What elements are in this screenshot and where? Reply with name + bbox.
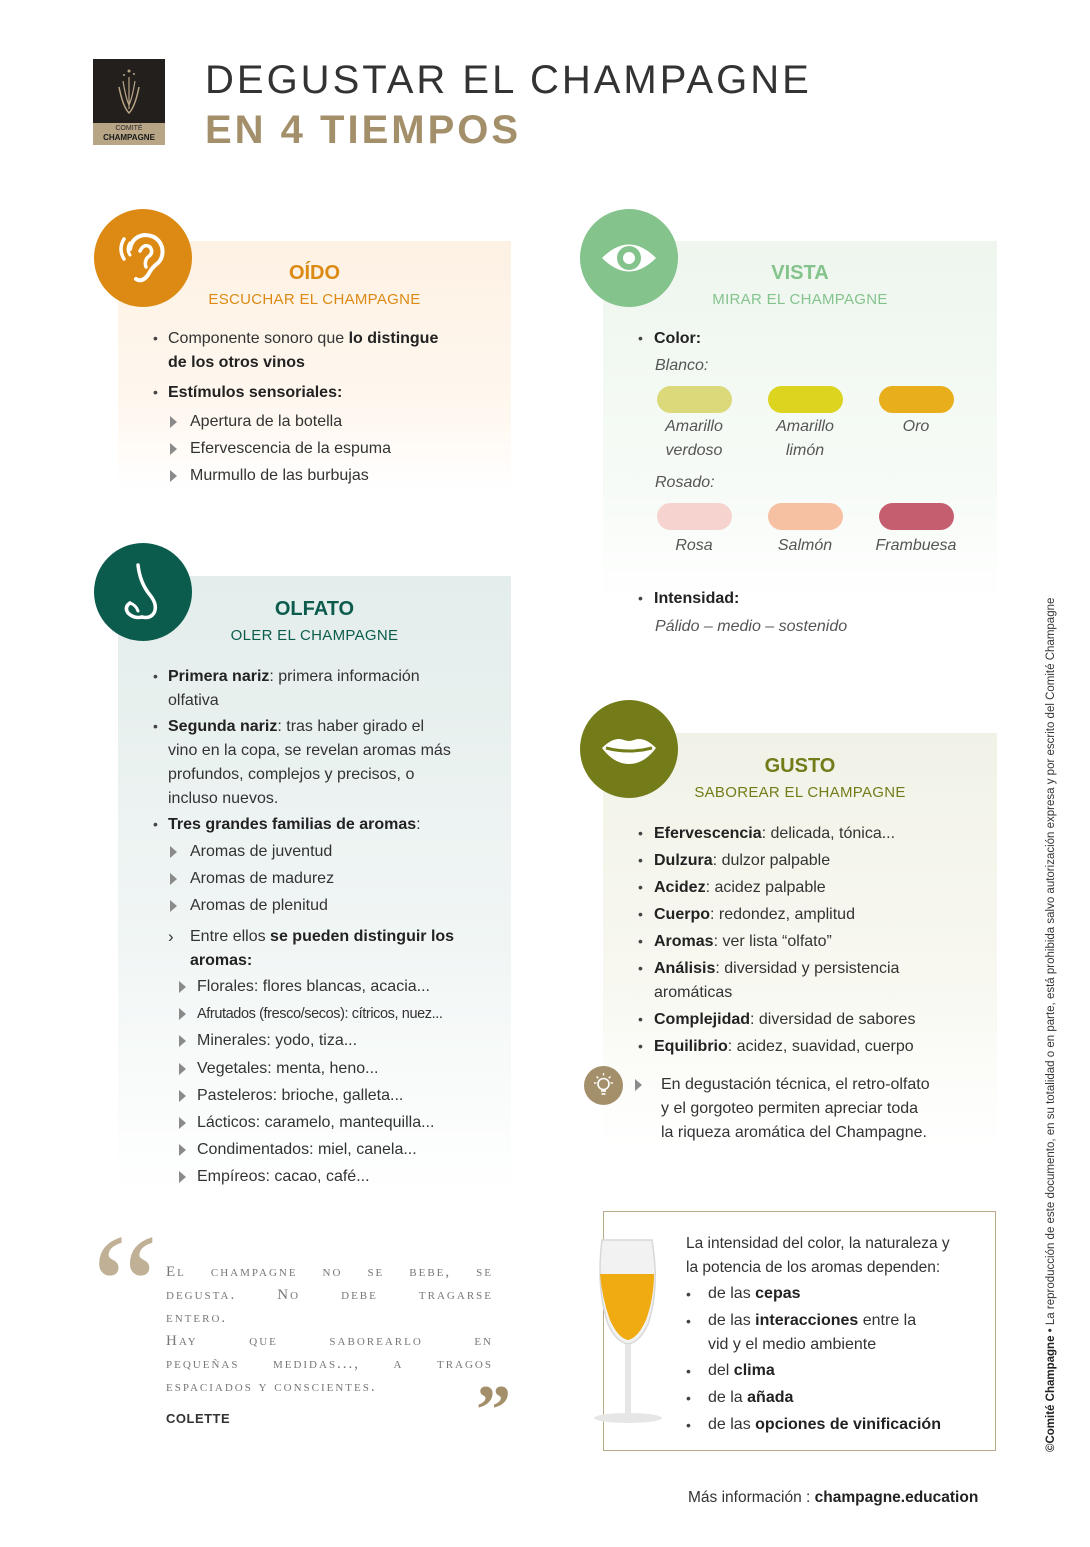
infobox-item-bold: opciones de vinificación — [755, 1416, 941, 1433]
infobox-item-rest: entre la — [858, 1312, 917, 1329]
gusto-item-bold: Efervescencia — [654, 825, 762, 842]
quote-line2: degusta. No debe tragarse — [166, 1287, 493, 1303]
infobox-item-cepas — [708, 1282, 801, 1306]
triangle-bullet-icon — [179, 1008, 186, 1020]
bullet-dot: • — [638, 1011, 643, 1027]
swatch-label: Salmón — [777, 537, 833, 554]
quote-line4: Hay que saborearlo en — [166, 1333, 493, 1349]
swatch-label: Oro — [902, 418, 930, 435]
gusto-item-text: : dulzor palpable — [712, 852, 831, 869]
gusto-analisis-cont: aromáticas — [654, 984, 733, 1001]
footer-more-label: Más información : — [688, 1489, 815, 1506]
infobox-item-anada — [708, 1386, 793, 1410]
infobox-item-interacciones — [708, 1309, 916, 1357]
triangle-bullet-icon — [170, 873, 177, 885]
aroma-item: Vegetales: menta, heno... — [197, 1059, 379, 1077]
triangle-bullet-icon — [179, 1063, 186, 1075]
quote-line6: espaciados y conscientes. — [166, 1379, 377, 1395]
vista-color-label — [654, 327, 701, 351]
bullet-dot: • — [638, 330, 643, 346]
distinguish-text: Entre ellos — [190, 928, 271, 945]
swatch-label-line2: verdoso — [665, 442, 723, 459]
bullet-dot: • — [638, 852, 643, 868]
olfato-primera-line1 — [168, 665, 475, 689]
distinguish-bold1: se pueden distinguir los — [270, 928, 455, 945]
swatch-label-line2: limón — [785, 442, 825, 459]
logo-text-line2: CHAMPAGNE — [103, 133, 155, 142]
triangle-bullet-icon — [170, 846, 177, 858]
infobox-item-text: de las — [708, 1285, 756, 1302]
quote-text — [166, 1261, 493, 1399]
bullet-dot: • — [153, 816, 158, 832]
gusto-item — [654, 957, 899, 981]
segunda-nariz-line2: vino en la copa, se revelan aromas más — [168, 742, 451, 759]
color-swatch — [879, 386, 954, 413]
oido-point-1-bold2: de los otros vinos — [168, 354, 305, 371]
quote-author: COLETTE — [166, 1411, 231, 1426]
vista-rosado-label: Rosado: — [655, 474, 715, 491]
bullet-dot: • — [638, 1038, 643, 1054]
bullet-dot: • — [153, 384, 158, 400]
bullet-dot: • — [686, 1286, 691, 1302]
credit-bold: ©Comité Champagne — [1045, 1335, 1057, 1452]
bullet-dot: • — [686, 1390, 691, 1406]
segunda-nariz-text: : tras haber girado el — [277, 718, 425, 735]
triangle-bullet-icon — [179, 1035, 186, 1047]
olfato-primera-nariz — [168, 665, 475, 713]
infobox-item-bold: interacciones — [755, 1312, 859, 1329]
gusto-item — [654, 903, 855, 927]
triangle-bullet-icon — [170, 443, 177, 455]
oido-list-item: Efervescencia de la espuma — [190, 440, 391, 457]
vista-intensidad-value: Pálido – medio – sostenido — [655, 618, 848, 635]
gusto-item — [654, 930, 832, 954]
triangle-bullet-icon — [170, 470, 177, 482]
infobox-item-line2: vid y el medio ambiente — [708, 1336, 877, 1353]
familias-rest: : — [416, 816, 421, 833]
oido-point-2-bold: Estímulos sensoriales: — [168, 384, 343, 401]
vista-blanco-label: Blanco: — [655, 357, 709, 374]
primera-nariz-text: : primera información — [269, 668, 420, 685]
bullet-dot: • — [638, 960, 643, 976]
infobox-intro-line1: La intensidad del color, la naturaleza y — [686, 1235, 950, 1252]
bullet-dot: • — [638, 825, 643, 841]
olfato-familias — [168, 813, 421, 837]
tip-line1: En degustación técnica, el retro-olfato — [661, 1076, 930, 1093]
quote-line3: entero. — [166, 1310, 228, 1326]
infobox-intro-line2: la potencia de los aromas dependen: — [686, 1259, 941, 1276]
gusto-item-text: : ver lista “olfato” — [713, 933, 832, 950]
gusto-item-bold: Aromas — [654, 933, 714, 950]
open-quote-icon: “ — [92, 1204, 159, 1370]
aroma-family-item: Aromas de juventud — [190, 843, 333, 860]
primera-nariz-bold: Primera nariz — [168, 668, 270, 685]
gusto-item-text: : diversidad de sabores — [750, 1011, 916, 1028]
triangle-bullet-icon — [179, 1171, 186, 1183]
bullet-dot: • — [638, 933, 643, 949]
gusto-item — [654, 1035, 914, 1059]
close-quote-icon: ” — [476, 1372, 511, 1449]
infobox-item-bold: cepas — [755, 1285, 801, 1302]
gusto-subtitle: SABOREAR EL CHAMPAGNE — [694, 784, 906, 801]
color-swatch — [768, 386, 843, 413]
segunda-nariz-bold: Segunda nariz — [168, 718, 278, 735]
segunda-nariz-line4: incluso nuevos. — [168, 790, 279, 807]
color-swatch — [657, 386, 732, 413]
distinguish-bold2: aromas: — [190, 952, 253, 969]
triangle-bullet-icon — [179, 1144, 186, 1156]
bullet-dot: • — [153, 668, 158, 684]
aroma-family-item: Aromas de madurez — [190, 870, 335, 887]
logo-text-line1: COMITÉ — [115, 125, 143, 132]
gusto-item-bold: Complejidad — [654, 1011, 751, 1028]
oido-point-2 — [168, 381, 342, 405]
vista-intensidad-label-text: Intensidad: — [654, 590, 740, 607]
triangle-bullet-icon — [179, 1117, 186, 1129]
gusto-item-bold: Análisis — [654, 960, 716, 977]
footer-link[interactable]: champagne.education — [814, 1489, 979, 1506]
triangle-bullet-icon — [179, 981, 186, 993]
lightbulb-icon — [584, 1066, 623, 1105]
gusto-item-text: : diversidad y persistencia — [715, 960, 900, 977]
gusto-item-bold: Cuerpo — [654, 906, 710, 923]
aroma-item: Condimentados: miel, canela... — [197, 1141, 417, 1159]
bullet-dot: • — [153, 330, 158, 346]
oido-title: OÍDO — [288, 262, 341, 284]
gusto-item — [654, 876, 826, 900]
infobox-intro — [686, 1232, 950, 1280]
triangle-bullet-icon — [170, 900, 177, 912]
vista-color-label-text: Color: — [654, 330, 702, 347]
bullet-dot: • — [686, 1313, 691, 1329]
swatch-label: Amarillo — [776, 418, 834, 435]
swatch-label: Frambuesa — [875, 537, 957, 554]
bullet-dot: • — [686, 1417, 691, 1433]
oido-point-1-text: Componente sonoro que — [168, 330, 349, 347]
copyright-credit — [1045, 598, 1057, 1452]
page-title-line2: EN 4 TIEMPOS — [205, 108, 522, 152]
page-title-line1: DEGUSTAR EL CHAMPAGNE — [205, 58, 812, 102]
gusto-item-bold: Acidez — [654, 879, 706, 896]
aroma-item: Florales: flores blancas, acacia... — [197, 978, 430, 995]
tip-line2: y el gorgoteo permiten apreciar toda — [661, 1100, 919, 1117]
infobox-item-vinificacion — [708, 1413, 941, 1437]
gusto-item — [654, 849, 830, 873]
bullet-dot: • — [638, 590, 643, 606]
gusto-tip — [661, 1073, 961, 1145]
gusto-item-text: : delicada, tónica... — [761, 825, 896, 842]
olfato-subtitle: OLER EL CHAMPAGNE — [230, 627, 399, 644]
footer-more-info — [688, 1489, 978, 1507]
infobox-item-bold: añada — [747, 1389, 794, 1406]
tip-circle — [584, 1066, 623, 1105]
color-swatch — [657, 503, 732, 530]
triangle-bullet-icon — [635, 1079, 642, 1091]
swatch-label: Rosa — [675, 537, 713, 554]
vista-subtitle: MIRAR EL CHAMPAGNE — [712, 291, 888, 308]
infobox-item-bold: clima — [733, 1362, 775, 1379]
gusto-item-text: : acidez, suavidad, cuerpo — [727, 1038, 914, 1055]
bullet-dot: • — [153, 718, 158, 734]
infobox-item-text: de las — [708, 1416, 756, 1433]
gusto-item — [654, 822, 895, 846]
gusto-item-text: : acidez palpable — [705, 879, 826, 896]
oido-list-item: Apertura de la botella — [190, 413, 343, 430]
quote-line5: pequeñas medidas..., a tragos — [166, 1356, 493, 1372]
triangle-bullet-icon — [179, 1090, 186, 1102]
familias-bold: Tres grandes familias de aromas — [168, 816, 417, 833]
olfato-distinguish — [190, 925, 490, 973]
bullet-dot: • — [638, 879, 643, 895]
segunda-nariz-line3: profundos, complejos y precisos, o — [168, 766, 415, 783]
infobox-item-clima — [708, 1359, 775, 1383]
primera-nariz-line2: olfativa — [168, 692, 219, 709]
color-swatch — [768, 503, 843, 530]
infobox-item-text: del — [708, 1362, 734, 1379]
gusto-item — [654, 1008, 915, 1032]
swatch-label: Amarillo — [665, 418, 723, 435]
gusto-item-bold: Equilibrio — [654, 1038, 728, 1055]
oido-point-1-bold: lo distingue — [348, 330, 439, 347]
gusto-title: GUSTO — [764, 755, 836, 777]
chevron-right-icon: › — [168, 927, 174, 946]
tip-line3: la riqueza aromática del Champagne. — [661, 1124, 927, 1141]
aroma-item: Lácticos: caramelo, mantequilla... — [197, 1114, 435, 1131]
triangle-bullet-icon — [170, 416, 177, 428]
gusto-item-bold: Dulzura — [654, 852, 713, 869]
color-swatch — [879, 503, 954, 530]
oido-subtitle: ESCUCHAR EL CHAMPAGNE — [208, 291, 421, 308]
olfato-title: OLFATO — [274, 598, 355, 620]
bullet-dot: • — [686, 1363, 691, 1379]
oido-list-item: Murmullo de las burbujas — [190, 467, 369, 484]
vista-title: VISTA — [771, 262, 829, 284]
quote-line1: El champagne no se bebe, se — [166, 1264, 493, 1280]
comite-champagne-logo — [93, 59, 165, 145]
olfato-segunda-nariz — [168, 715, 475, 811]
bullet-dot: • — [638, 906, 643, 922]
bubbles-logo-icon — [93, 59, 165, 123]
aroma-item: Afrutados (fresco/secos): cítricos, nuez... — [197, 1006, 443, 1023]
aroma-item: Minerales: yodo, tiza... — [197, 1032, 358, 1050]
aroma-family-item: Aromas de plenitud — [190, 897, 328, 914]
aroma-item: Empíreos: cacao, café... — [197, 1168, 370, 1186]
champagne-glass-icon — [590, 1238, 666, 1426]
infobox-item-text: de la — [708, 1389, 748, 1406]
aroma-item: Pasteleros: brioche, galleta... — [197, 1086, 404, 1104]
oido-point-1 — [168, 327, 488, 375]
infobox-item-text: de las — [708, 1312, 756, 1329]
credit-rest: • La reproducción de este documento, en su totalidad o en parte, está prohibida salvo autorización expresa y por escrito del Comité Champagne — [1045, 597, 1057, 1336]
vista-intensidad-label — [654, 587, 739, 611]
gusto-item-text: : redondez, amplitud — [710, 906, 855, 923]
